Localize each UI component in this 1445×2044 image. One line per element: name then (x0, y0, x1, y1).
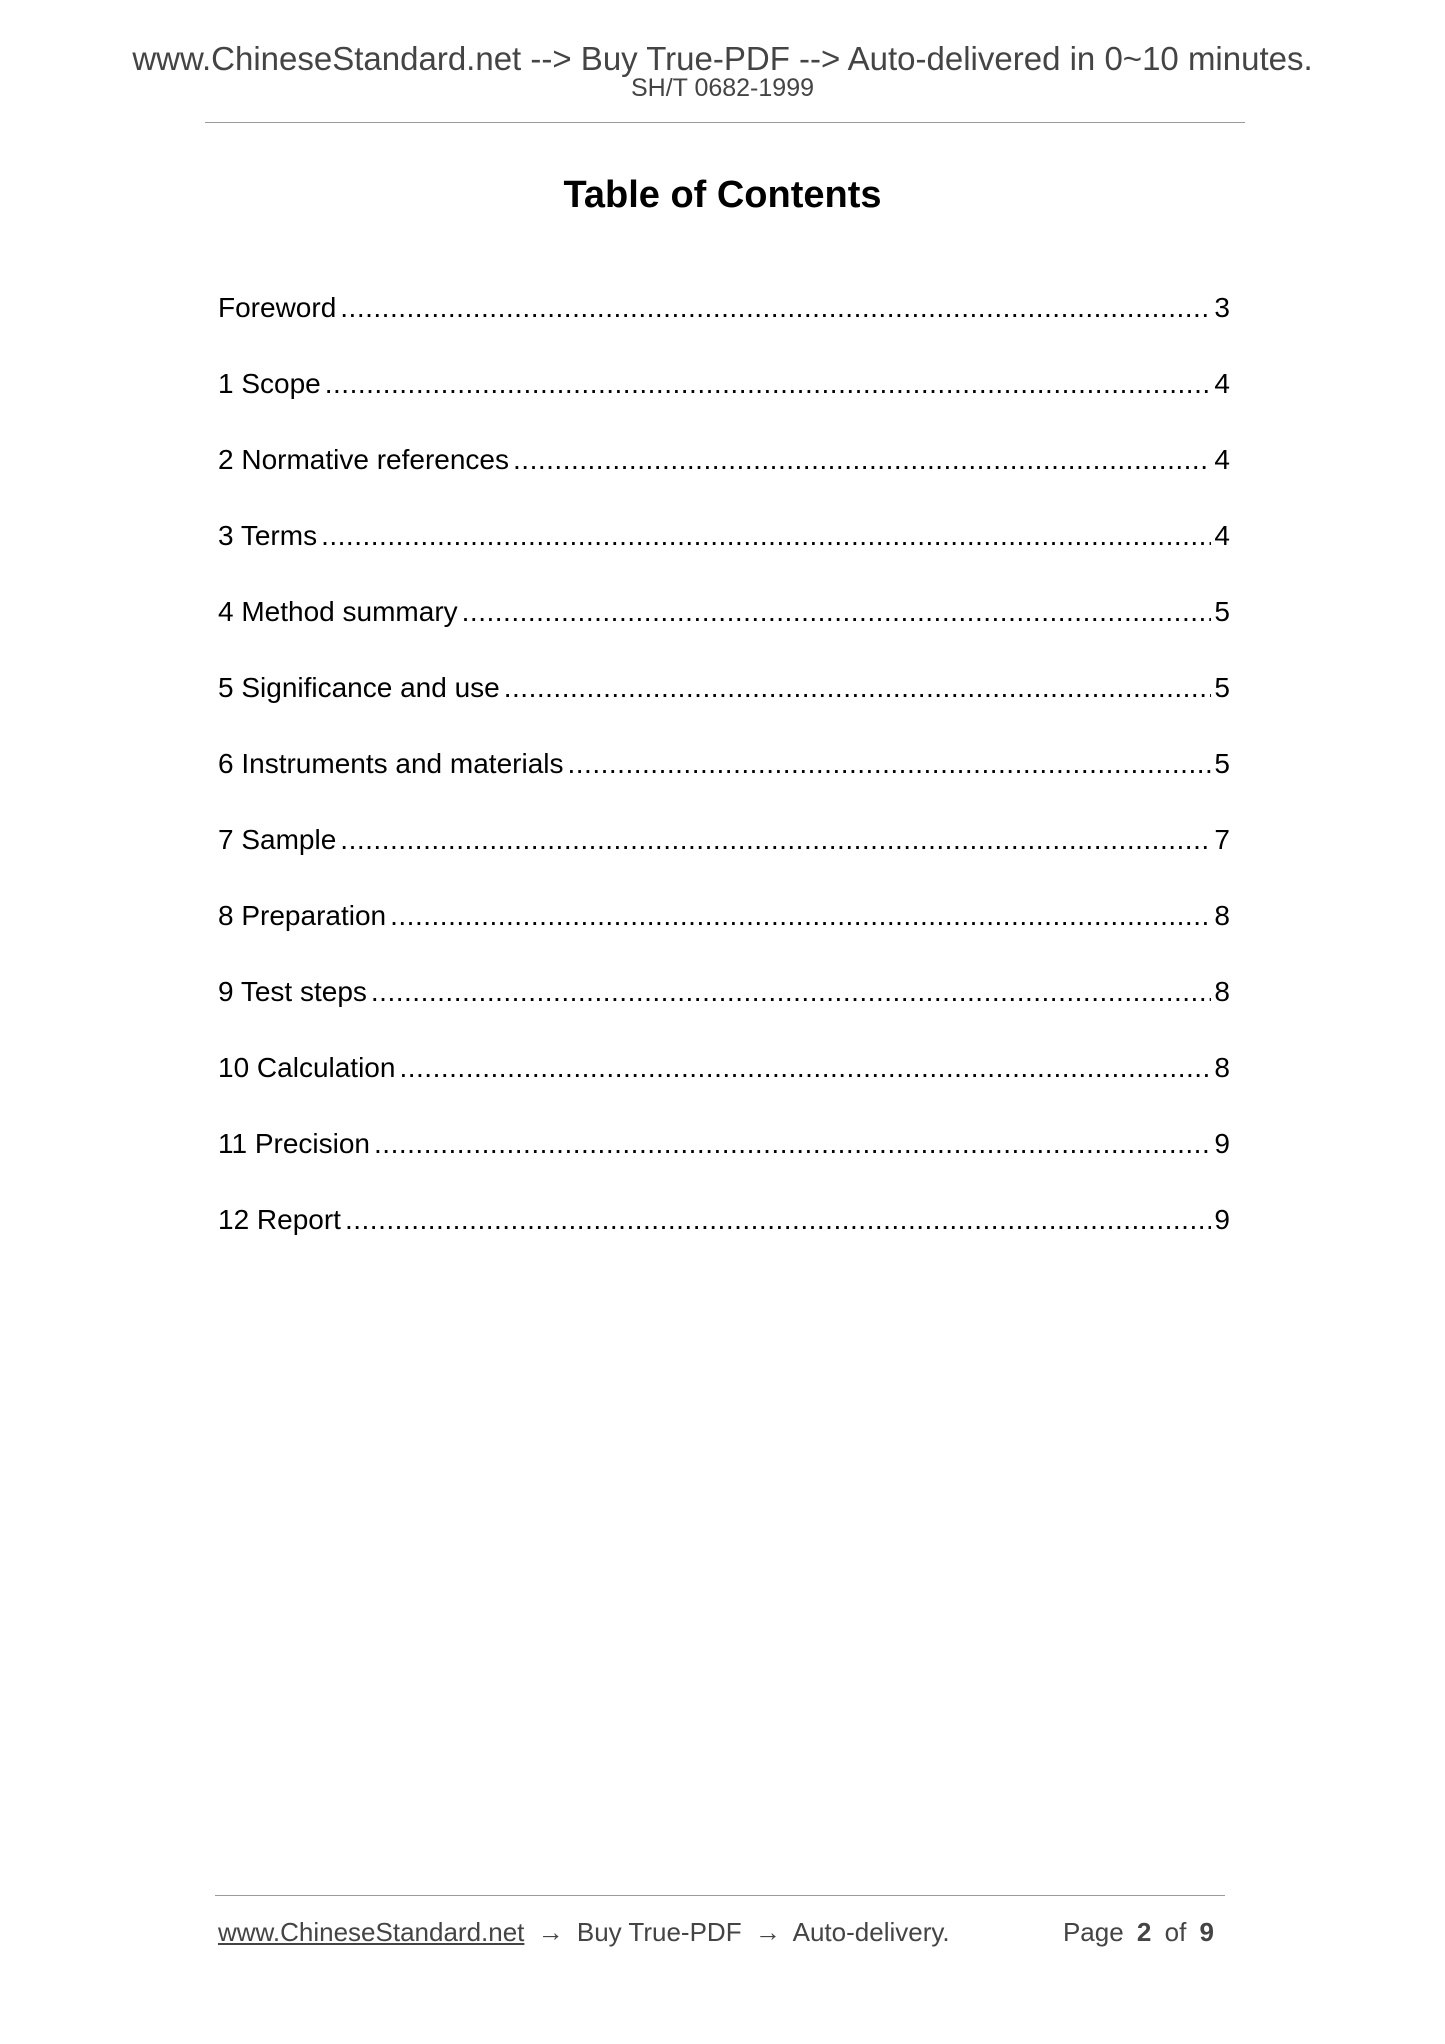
toc-entry-page: 4 (1214, 444, 1230, 475)
toc-dot-leader (340, 822, 1211, 858)
toc-entry-label: 3 Terms (218, 520, 318, 551)
toc-entry-page: 5 (1214, 748, 1230, 779)
toc-entry-label: 11 Precision (218, 1128, 371, 1159)
toc-entry-page: 8 (1214, 1052, 1230, 1083)
toc-entry-page: 7 (1214, 824, 1230, 855)
arrow-right-icon: → (754, 1917, 781, 1947)
toc-dot-leader (504, 670, 1212, 706)
toc-entry-precision[interactable] (218, 1126, 1230, 1202)
page-indicator (1063, 1916, 1220, 1948)
toc-entry-page: 8 (1214, 976, 1230, 1007)
toc-entry-calculation[interactable] (218, 1050, 1230, 1126)
toc-entry-page: 5 (1214, 596, 1230, 627)
footer-left (218, 1916, 950, 1948)
toc-dot-leader (325, 366, 1212, 402)
toc-dot-leader (374, 1126, 1211, 1162)
toc-entry-label: 2 Normative references (218, 444, 510, 475)
current-page-number: 2 (1136, 1917, 1152, 1947)
header-divider (205, 122, 1245, 123)
toc-entry-label: 9 Test steps (218, 976, 367, 1007)
toc-entry-page: 4 (1214, 520, 1230, 551)
toc-title: Table of Contents (563, 174, 882, 216)
toc-entry-scope[interactable] (218, 366, 1230, 442)
toc-entry-label: 5 Significance and use (218, 672, 500, 703)
total-pages-number: 9 (1199, 1917, 1214, 1947)
footer-delivery-text: Auto-delivery. (792, 1917, 950, 1947)
toc-dot-leader (399, 1050, 1211, 1086)
toc-list (218, 290, 1230, 1278)
toc-entry-terms[interactable] (218, 518, 1230, 594)
toc-entry-normative-references[interactable] (218, 442, 1230, 518)
page-word: Page (1062, 1917, 1124, 1947)
toc-dot-leader (345, 1202, 1211, 1238)
toc-entry-sample[interactable] (218, 822, 1230, 898)
toc-entry-foreword[interactable] (218, 290, 1230, 366)
toc-entry-label: 12 Report (218, 1204, 341, 1235)
header-banner: www.ChineseStandard.net --> Buy True-PDF --> Auto-delivered in 0~10 minutes. (132, 40, 1313, 77)
toc-entry-label: 10 Calculation (218, 1052, 396, 1083)
toc-entry-label: 8 Preparation (218, 900, 387, 931)
toc-dot-leader (321, 518, 1211, 554)
toc-entry-page: 3 (1214, 292, 1230, 323)
toc-entry-label: 6 Instruments and materials (218, 748, 564, 779)
toc-entry-report[interactable] (218, 1202, 1230, 1278)
toc-entry-label: 1 Scope (218, 368, 321, 399)
toc-entry-page: 4 (1214, 368, 1230, 399)
footer-divider (215, 1895, 1225, 1896)
toc-entry-page: 9 (1214, 1128, 1230, 1159)
toc-entry-method-summary[interactable] (218, 594, 1230, 670)
toc-dot-leader (462, 594, 1212, 630)
standard-code: SH/T 0682-1999 (631, 74, 814, 102)
toc-entry-label: Foreword (218, 292, 337, 323)
toc-entry-page: 8 (1214, 900, 1230, 931)
toc-entry-label: 4 Method summary (218, 596, 458, 627)
toc-entry-page: 5 (1214, 672, 1230, 703)
toc-entry-page: 9 (1214, 1204, 1230, 1235)
arrow-right-icon: → (537, 1917, 564, 1947)
footer-buy-text: Buy True-PDF (576, 1917, 742, 1947)
toc-entry-significance-and-use[interactable] (218, 670, 1230, 746)
toc-dot-leader (568, 746, 1212, 782)
of-word: of (1164, 1917, 1187, 1947)
toc-entry-label: 7 Sample (218, 824, 337, 855)
toc-dot-leader (390, 898, 1211, 934)
toc-dot-leader (513, 442, 1211, 478)
toc-entry-instruments-and-materials[interactable] (218, 746, 1230, 822)
footer-site-link[interactable]: www.ChineseStandard.net (218, 1917, 525, 1947)
toc-entry-preparation[interactable] (218, 898, 1230, 974)
toc-entry-test-steps[interactable] (218, 974, 1230, 1050)
toc-dot-leader (371, 974, 1212, 1010)
toc-dot-leader (340, 290, 1211, 326)
